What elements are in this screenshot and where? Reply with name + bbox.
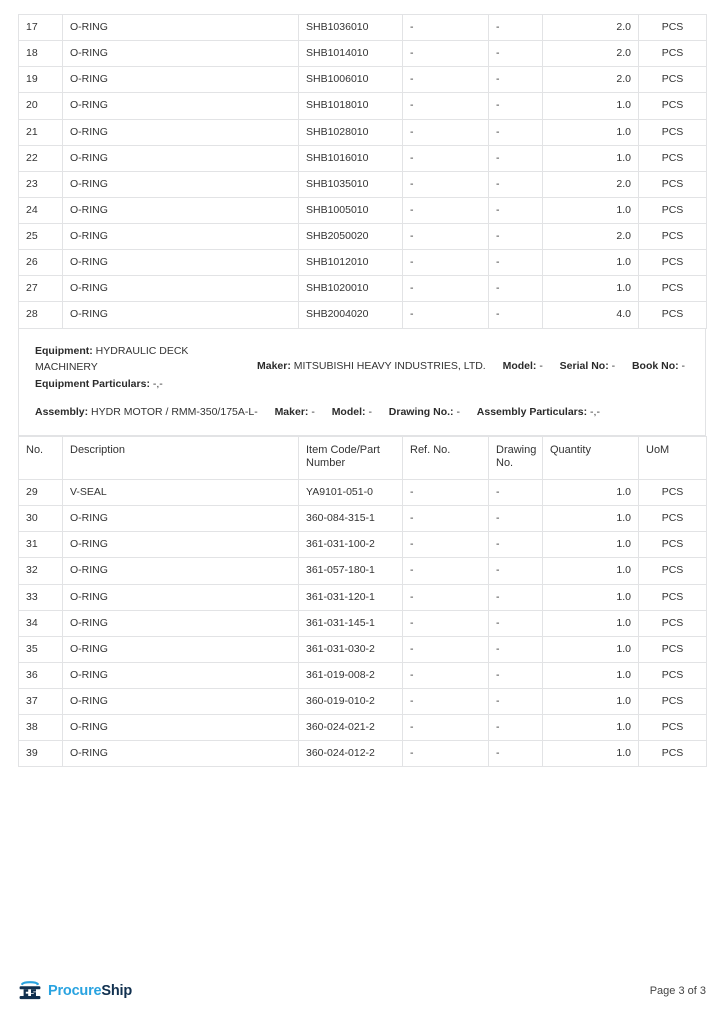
cell-description: O-RING [63,302,299,328]
cell-ref-no: - [403,584,489,610]
table-row [19,276,707,302]
cell-uom: PCS [639,224,707,250]
procureship-logo-icon [18,980,42,1002]
cell-item-code: 360-084-315-1 [299,506,403,532]
cell-description: O-RING [63,41,299,67]
cell-uom: PCS [639,250,707,276]
cell-description: V-SEAL [63,480,299,506]
cell-uom: PCS [639,197,707,223]
cell-description: O-RING [63,689,299,715]
cell-ref-no: - [403,302,489,328]
brand-name-procure: Procure [48,983,102,999]
cell-uom: PCS [639,276,707,302]
cell-no: 24 [19,197,63,223]
cell-item-code: SHB1020010 [299,276,403,302]
cell-no: 27 [19,276,63,302]
cell-item-code: 360-019-010-2 [299,689,403,715]
cell-drawing-no: - [489,480,543,506]
cell-uom: PCS [639,119,707,145]
cell-ref-no: - [403,276,489,302]
page-footer [18,976,706,1006]
cell-quantity: 1.0 [543,715,639,741]
cell-drawing-no: - [489,145,543,171]
cell-uom: PCS [639,506,707,532]
cell-quantity: 2.0 [543,224,639,250]
table-row [19,715,707,741]
equipment-label: Equipment: [35,344,93,357]
assembly-particulars-label: Assembly Particulars: [476,406,588,419]
cell-quantity: 2.0 [543,67,639,93]
cell-drawing-no: - [489,302,543,328]
cell-no: 28 [19,302,63,328]
cell-drawing-no: - [489,93,543,119]
equipment-value: HYDRAULIC DECK MACHINERY [35,344,189,373]
cell-uom: PCS [639,67,707,93]
cell-item-code: SHB1005010 [299,197,403,223]
cell-drawing-no: - [489,224,543,250]
cell-item-code: 361-031-145-1 [299,610,403,636]
col-header-no: No. [19,436,63,480]
maker-label: Maker: [257,359,291,372]
table-row [19,532,707,558]
cell-no: 17 [19,15,63,41]
cell-no: 36 [19,662,63,688]
table-row [19,197,707,223]
cell-item-code: SHB1018010 [299,93,403,119]
cell-item-code: SHB1006010 [299,67,403,93]
table-row [19,480,707,506]
serial-no-value: - [611,359,616,372]
cell-no: 33 [19,584,63,610]
cell-description: O-RING [63,558,299,584]
cell-quantity: 1.0 [543,93,639,119]
cell-description: O-RING [63,506,299,532]
cell-item-code: 361-031-100-2 [299,532,403,558]
cell-uom: PCS [639,662,707,688]
table-row [19,41,707,67]
equipment-info-block [18,329,706,436]
table-row [19,689,707,715]
cell-drawing-no: - [489,506,543,532]
col-header-drawing-no: Drawing No. [489,436,543,480]
table-row [19,302,707,328]
cell-ref-no: - [403,506,489,532]
maker-details-group [257,358,685,374]
cell-quantity: 4.0 [543,302,639,328]
cell-no: 37 [19,689,63,715]
cell-no: 29 [19,480,63,506]
col-header-ref-no: Ref. No. [403,436,489,480]
parts-table-assembly [18,436,707,768]
table-row [19,636,707,662]
cell-quantity: 1.0 [543,584,639,610]
cell-description: O-RING [63,610,299,636]
cell-quantity: 1.0 [543,741,639,767]
table-row [19,250,707,276]
cell-quantity: 1.0 [543,276,639,302]
cell-drawing-no: - [489,276,543,302]
cell-item-code: 361-019-008-2 [299,662,403,688]
header-row [19,436,707,480]
cell-item-code: SHB2050020 [299,224,403,250]
cell-uom: PCS [639,558,707,584]
col-header-uom: UoM [639,436,707,480]
cell-item-code: SHB1012010 [299,250,403,276]
cell-item-code: 361-057-180-1 [299,558,403,584]
table-row [19,610,707,636]
cell-uom: PCS [639,532,707,558]
table-row [19,662,707,688]
cell-quantity: 1.0 [543,480,639,506]
cell-no: 39 [19,741,63,767]
cell-item-code: SHB1036010 [299,15,403,41]
drawing-no-label: Drawing No.: [388,406,454,419]
table-row [19,741,707,767]
page-number-label: Page 3 of 3 [649,985,706,997]
cell-ref-no: - [403,662,489,688]
cell-drawing-no: - [489,558,543,584]
cell-no: 23 [19,171,63,197]
cell-description: O-RING [63,224,299,250]
cell-ref-no: - [403,558,489,584]
cell-uom: PCS [639,636,707,662]
cell-ref-no: - [403,15,489,41]
cell-description: O-RING [63,636,299,662]
cell-no: 31 [19,532,63,558]
cell-drawing-no: - [489,197,543,223]
book-no-value: - [681,359,686,372]
cell-drawing-no: - [489,250,543,276]
maker-value: MITSUBISHI HEAVY INDUSTRIES, LTD. [293,359,486,372]
cell-quantity: 1.0 [543,532,639,558]
cell-description: O-RING [63,741,299,767]
cell-uom: PCS [639,741,707,767]
cell-ref-no: - [403,197,489,223]
parts-table-continued-body [19,15,707,329]
equipment-row [35,343,689,376]
book-no-label: Book No: [631,359,679,372]
cell-item-code: YA9101-051-0 [299,480,403,506]
cell-no: 32 [19,558,63,584]
assembly-particulars-value: -,- [590,406,600,419]
cell-description: O-RING [63,171,299,197]
cell-ref-no: - [403,224,489,250]
cell-item-code: SHB1016010 [299,145,403,171]
cell-uom: PCS [639,610,707,636]
cell-uom: PCS [639,15,707,41]
brand-name [48,983,132,999]
cell-description: O-RING [63,584,299,610]
cell-ref-no: - [403,41,489,67]
cell-no: 26 [19,250,63,276]
cell-ref-no: - [403,610,489,636]
cell-drawing-no: - [489,715,543,741]
cell-no: 20 [19,93,63,119]
page-content [18,0,706,767]
col-header-item-code: Item Code/Part Number [299,436,403,480]
cell-description: O-RING [63,67,299,93]
table-row [19,171,707,197]
cell-uom: PCS [639,171,707,197]
cell-description: O-RING [63,662,299,688]
equipment-name-group [35,343,250,376]
cell-description: O-RING [63,250,299,276]
cell-no: 25 [19,224,63,250]
model-label: Model: [502,359,537,372]
table-row [19,145,707,171]
cell-ref-no: - [403,171,489,197]
cell-quantity: 1.0 [543,506,639,532]
cell-item-code: SHB2004020 [299,302,403,328]
cell-item-code: 361-031-030-2 [299,636,403,662]
cell-ref-no: - [403,119,489,145]
equipment-particulars-label: Equipment Particulars: [35,378,150,391]
table-row [19,584,707,610]
cell-drawing-no: - [489,15,543,41]
cell-item-code: SHB1028010 [299,119,403,145]
assembly-row [35,404,689,420]
cell-drawing-no: - [489,532,543,558]
cell-item-code: 360-024-021-2 [299,715,403,741]
cell-quantity: 2.0 [543,15,639,41]
col-header-quantity: Quantity [543,436,639,480]
cell-drawing-no: - [489,662,543,688]
cell-ref-no: - [403,715,489,741]
table-row [19,93,707,119]
cell-drawing-no: - [489,41,543,67]
cell-ref-no: - [403,532,489,558]
cell-uom: PCS [639,689,707,715]
cell-no: 34 [19,610,63,636]
table-row [19,15,707,41]
model-value: - [539,359,543,372]
cell-quantity: 1.0 [543,197,639,223]
table-row [19,506,707,532]
cell-item-code: 360-024-012-2 [299,741,403,767]
brand-name-ship: Ship [101,983,133,999]
parts-table-header [19,436,707,480]
cell-no: 38 [19,715,63,741]
cell-quantity: 1.0 [543,610,639,636]
equipment-particulars-row [35,376,689,392]
table-row [19,224,707,250]
cell-quantity: 1.0 [543,558,639,584]
cell-description: O-RING [63,15,299,41]
cell-quantity: 1.0 [543,662,639,688]
cell-drawing-no: - [489,171,543,197]
cell-quantity: 1.0 [543,689,639,715]
assembly-value: HYDR MOTOR / RMM-350/175A-L- [91,406,258,419]
serial-no-label: Serial No: [559,359,609,372]
cell-drawing-no: - [489,741,543,767]
cell-ref-no: - [403,145,489,171]
cell-no: 35 [19,636,63,662]
cell-drawing-no: - [489,689,543,715]
cell-no: 18 [19,41,63,67]
assembly-model-value: - [368,406,372,419]
cell-uom: PCS [639,145,707,171]
cell-quantity: 1.0 [543,145,639,171]
cell-item-code: 361-031-120-1 [299,584,403,610]
cell-description: O-RING [63,532,299,558]
cell-drawing-no: - [489,636,543,662]
table-row [19,67,707,93]
cell-uom: PCS [639,480,707,506]
parts-table-assembly-body [19,480,707,767]
cell-ref-no: - [403,67,489,93]
cell-description: O-RING [63,197,299,223]
equipment-particulars-value: -,- [152,378,163,391]
cell-no: 22 [19,145,63,171]
col-header-description: Description [63,436,299,480]
cell-uom: PCS [639,715,707,741]
cell-drawing-no: - [489,610,543,636]
cell-quantity: 1.0 [543,636,639,662]
cell-quantity: 1.0 [543,119,639,145]
cell-description: O-RING [63,715,299,741]
cell-description: O-RING [63,119,299,145]
drawing-no-value: - [456,406,460,419]
cell-ref-no: - [403,480,489,506]
cell-drawing-no: - [489,119,543,145]
table-row [19,558,707,584]
cell-ref-no: - [403,93,489,119]
cell-uom: PCS [639,41,707,67]
assembly-model-label: Model: [331,406,366,419]
cell-quantity: 2.0 [543,41,639,67]
cell-description: O-RING [63,145,299,171]
cell-item-code: SHB1014010 [299,41,403,67]
table-row [19,119,707,145]
cell-item-code: SHB1035010 [299,171,403,197]
cell-no: 21 [19,119,63,145]
cell-ref-no: - [403,741,489,767]
assembly-maker-label: Maker: [274,406,309,419]
cell-quantity: 2.0 [543,171,639,197]
cell-ref-no: - [403,250,489,276]
cell-drawing-no: - [489,67,543,93]
cell-ref-no: - [403,636,489,662]
parts-table-continued [18,14,707,329]
cell-no: 30 [19,506,63,532]
cell-drawing-no: - [489,584,543,610]
cell-description: O-RING [63,93,299,119]
cell-uom: PCS [639,302,707,328]
cell-ref-no: - [403,689,489,715]
cell-quantity: 1.0 [543,250,639,276]
cell-no: 19 [19,67,63,93]
cell-uom: PCS [639,93,707,119]
cell-uom: PCS [639,584,707,610]
cell-description: O-RING [63,276,299,302]
brand-logo [18,980,132,1002]
assembly-label: Assembly: [35,406,89,419]
assembly-maker-value: - [311,406,315,419]
